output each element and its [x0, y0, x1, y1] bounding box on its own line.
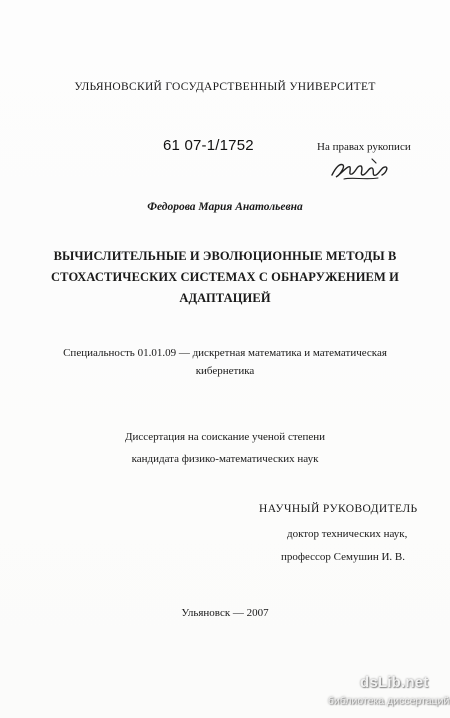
title-line: АДАПТАЦИЕЙ — [179, 291, 271, 305]
manuscript-rights-note: На правах рукописи — [317, 141, 411, 153]
handwritten-signature — [326, 153, 396, 187]
specialty-line: кибернетика — [195, 365, 255, 377]
supervisor-heading: НАУЧНЫЙ РУКОВОДИТЕЛЬ — [259, 503, 418, 515]
degree-line: Диссертация на соискание ученой степени — [124, 431, 326, 443]
specialty-block — [0, 344, 450, 380]
supervisor-degree: доктор технических наук, — [287, 528, 408, 540]
degree-line: кандидата физико-математических наук — [131, 453, 319, 465]
watermark-logo: dsLib.net — [360, 674, 429, 691]
city-year: Ульяновск — 2007 — [181, 607, 269, 619]
degree-block — [0, 426, 450, 470]
supervisor-name: профессор Семушин И. В. — [281, 551, 406, 563]
author-name: Федорова Мария Анатольевна — [147, 201, 303, 213]
specialty-line: Специальность 01.01.09 — дискретная математика и математическая — [63, 347, 387, 359]
title-line: СТОХАСТИЧЕСКИХ СИСТЕМАХ С ОБНАРУЖЕНИЕМ И — [51, 270, 399, 284]
watermark-subtitle: библиотека диссертаций — [328, 695, 450, 707]
library-stamp: 61 07-1/1752 — [163, 137, 254, 154]
title-line: ВЫЧИСЛИТЕЛЬНЫЕ И ЭВОЛЮЦИОННЫЕ МЕТОДЫ В — [53, 249, 397, 263]
university-name: УЛЬЯНОВСКИЙ ГОСУДАРСТВЕННЫЙ УНИВЕРСИТЕТ — [74, 81, 376, 93]
dissertation-title — [45, 246, 405, 309]
